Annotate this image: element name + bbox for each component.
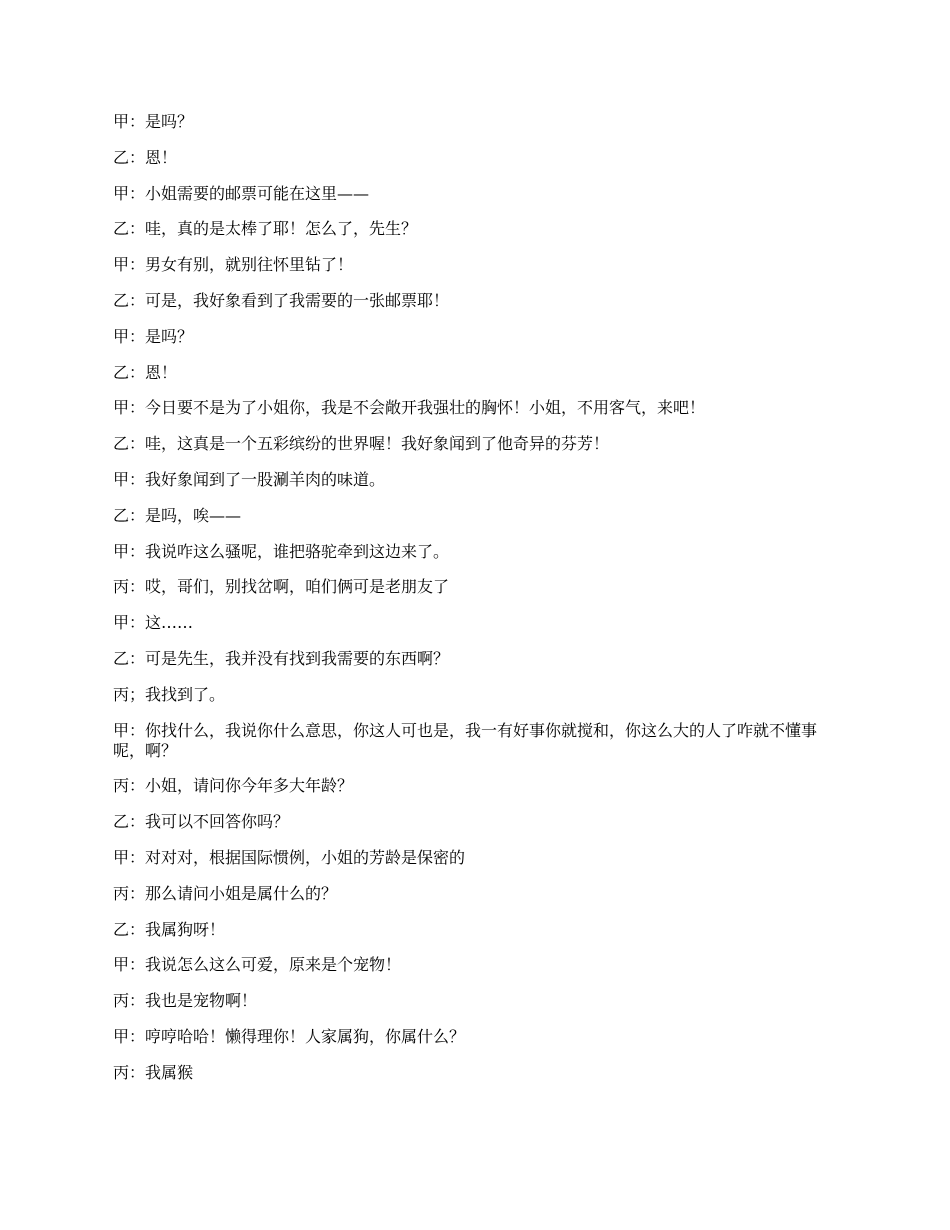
dialogue-line: 丙：哎，哥们，别找岔啊，咱们俩可是老朋友了 xyxy=(113,577,450,597)
dialogue-line: 甲：小姐需要的邮票可能在这里—— xyxy=(113,183,370,203)
dialogue-line: 乙：哇，这真是一个五彩缤纷的世界喔！我好象闻到了他奇异的芬芳！ xyxy=(113,434,610,454)
dialogue-line: 乙：可是，我好象看到了我需要的一张邮票耶！ xyxy=(113,290,450,310)
dialogue-line: 丙：那么请问小姐是属什么的？ xyxy=(113,883,338,903)
dialogue-line: 甲：是吗？ xyxy=(113,326,194,346)
dialogue-line: 甲：我好象闻到了一股涮羊肉的味道。 xyxy=(113,469,386,489)
dialogue-line: 乙：哇，真的是太棒了耶！怎么了，先生？ xyxy=(113,219,418,239)
dialogue-text xyxy=(113,112,843,1099)
dialogue-line: 甲：我说怎么这么可爱，原来是个宠物！ xyxy=(113,955,402,975)
dialogue-line: 甲：你找什么，我说你什么意思，你这人可也是，我一有好事你就搅和，你这么大的人了咋就不懂事呢，啊？ xyxy=(113,720,818,760)
dialogue-line: 甲：对对对，根据国际惯例，小姐的芳龄是保密的 xyxy=(113,847,466,867)
dialogue-line: 乙：我属狗呀！ xyxy=(113,919,226,939)
dialogue-line: 甲：是吗？ xyxy=(113,112,194,131)
dialogue-line: 乙：恩！ xyxy=(113,362,178,382)
dialogue-line: 甲：我说咋这么骚呢，谁把骆驼牵到这边来了。 xyxy=(113,541,450,561)
dialogue-line: 乙：我可以不回答你吗？ xyxy=(113,812,290,832)
dialogue-line: 丙：我属猴 xyxy=(113,1062,194,1082)
dialogue-line: 甲：哼哼哈哈！懒得理你！人家属狗，你属什么？ xyxy=(113,1026,466,1046)
dialogue-line: 乙：可是先生，我并没有找到我需要的东西啊？ xyxy=(113,648,450,668)
dialogue-line: 丙：小姐，请问你今年多大年龄？ xyxy=(113,776,354,796)
dialogue-line: 乙：是吗，唉—— xyxy=(113,505,242,525)
dialogue-line: 甲：男女有别，就别往怀里钻了！ xyxy=(113,255,354,275)
dialogue-line: 甲：今日要不是为了小姐你，我是不会敞开我强壮的胸怀！小姐，不用客气，来吧！ xyxy=(113,398,706,418)
dialogue-line: 甲：这…… xyxy=(113,613,194,633)
dialogue-line: 丙；我找到了。 xyxy=(113,684,226,704)
dialogue-line: 乙：恩！ xyxy=(113,147,178,167)
dialogue-line: 丙：我也是宠物啊！ xyxy=(113,991,258,1011)
